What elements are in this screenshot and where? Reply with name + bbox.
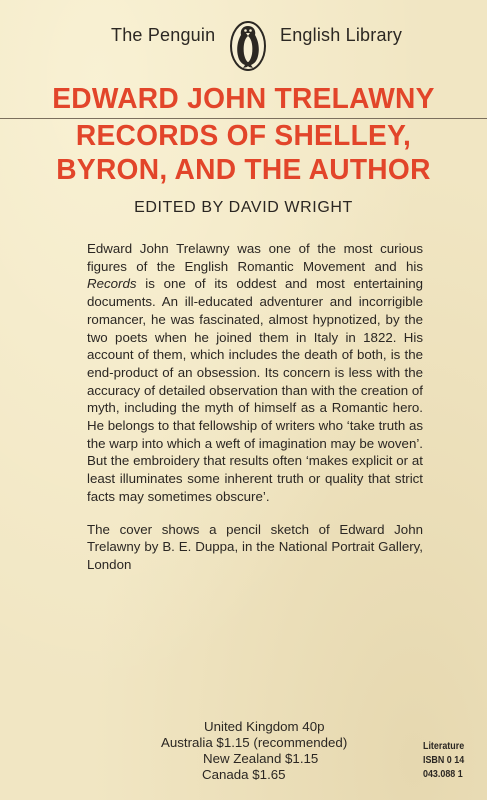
series-name-right: English Library (280, 25, 403, 45)
blurb-p1-italic: Records (87, 276, 137, 292)
blurb-paragraph-2: The cover shows a pencil sketch of Edward John Trelawny by B. E. Duppa, in the National Portrait Gallery, London (87, 521, 423, 572)
author-name: EDWARD JOHN TRELAWNY (52, 83, 435, 115)
book-title-line-2: BYRON, AND THE AUTHOR (56, 154, 431, 186)
book-title-line-1: RECORDS OF SHELLEY, (75, 120, 412, 152)
series-name-left: The Penguin (111, 25, 216, 45)
series-header (0, 20, 487, 60)
isbn-line-2: 043.088 1 (423, 768, 463, 780)
blurb-paragraph-1 (87, 240, 423, 506)
price-australia: Australia $1.15 (recommended) (161, 735, 348, 750)
price-new-zealand: New Zealand $1.15 (203, 751, 319, 766)
category-label: Literature (423, 740, 465, 752)
isbn-line-1: ISBN 0 14 (423, 754, 465, 766)
penguin-logo-icon (228, 20, 268, 72)
classification-block (423, 739, 477, 781)
blurb-p1-start: Edward John Trelawny was one of the most curious figures of the English Romantic Movement and his (87, 241, 423, 274)
blurb-p1-rest: is one of its oddest and most entertaining documents. An ill-educated adventurer and incorrigible romancer, he was fascinated, almost hypnotized, by the two poets when he joined them in Italy in 1822. His account of them, which includes the death of both, is the end-product of an obsession. Its concern is less with the accuracy of detailed observation than with the creation of myth, including the myth of himself as a Romantic hero. He belongs to that fellowship of writers who ‘take truth as the warp into which a weft of imagination may be woven’. But the embroidery that results often ‘makes explicit or at least illuminates some inherent truth or quality that strict facts may sometimes obscure’. (87, 276, 423, 504)
price-canada: Canada $1.65 (202, 767, 286, 782)
price-uk: United Kingdom 40p (204, 719, 325, 734)
editor-credit: EDITED BY DAVID WRIGHT (134, 199, 353, 216)
blurb-text (87, 240, 423, 589)
